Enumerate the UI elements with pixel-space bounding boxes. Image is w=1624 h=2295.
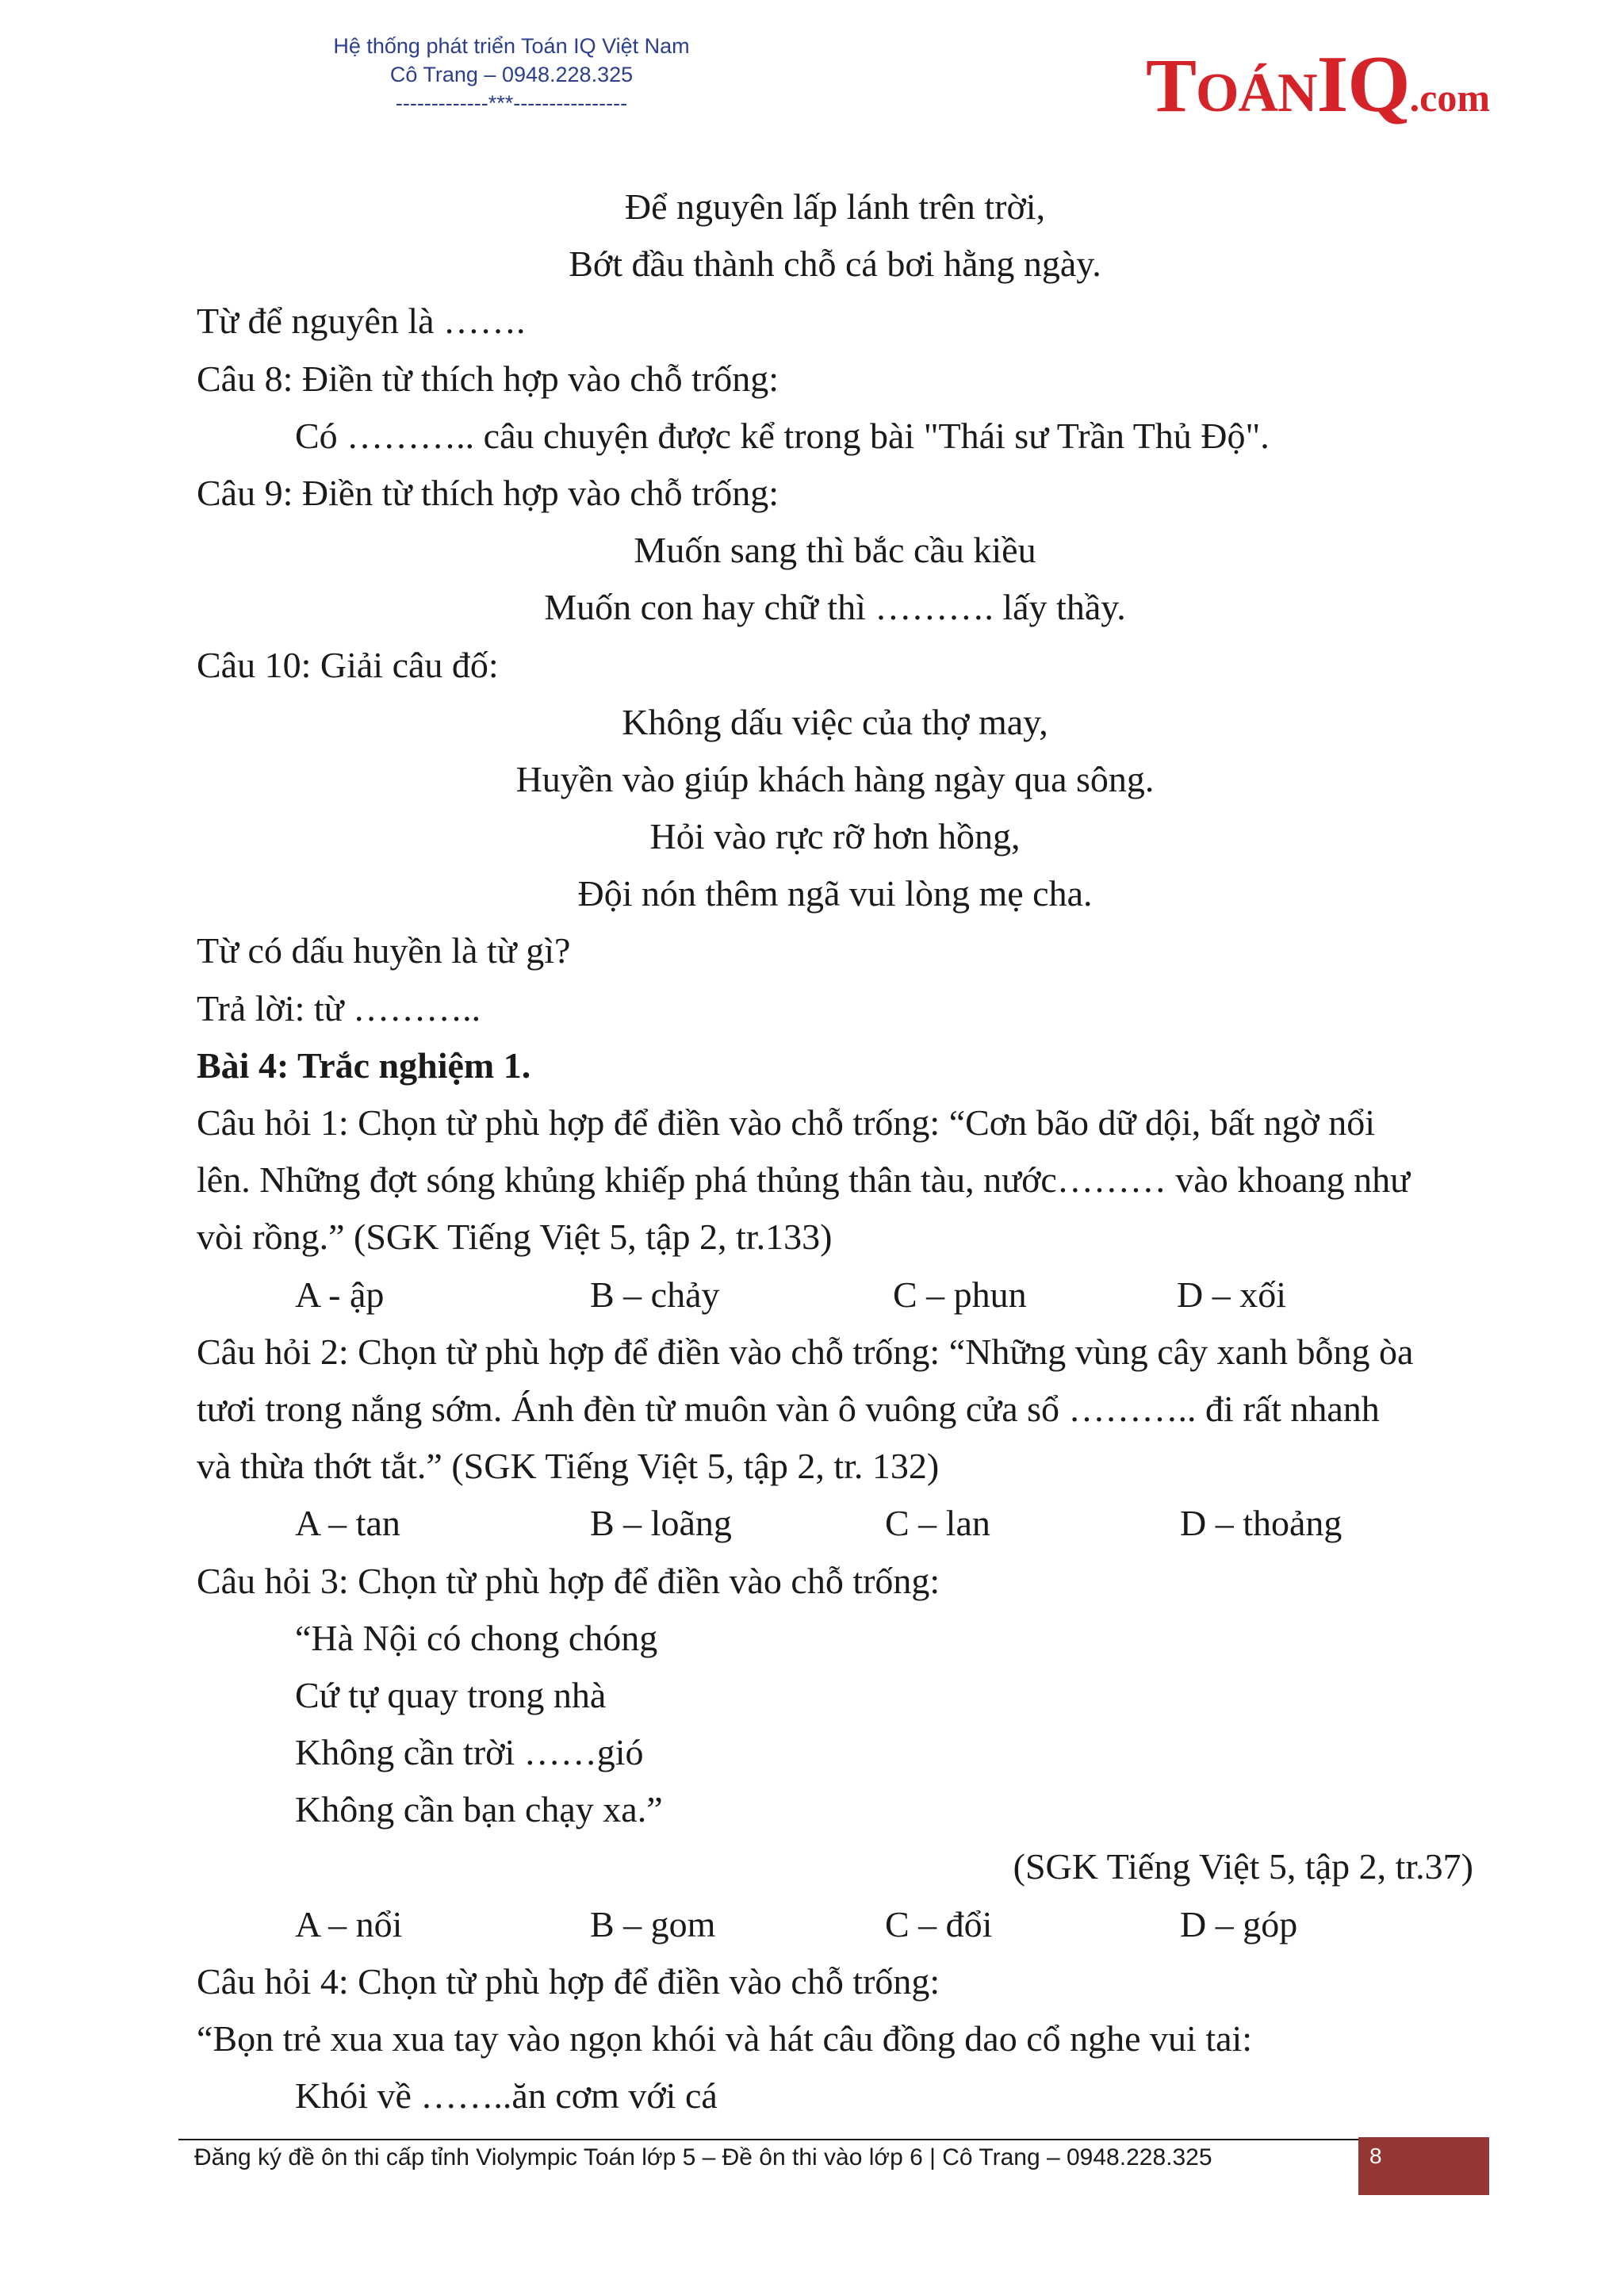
option-b: B – loãng: [590, 1503, 732, 1544]
question-text: Câu hỏi 3: Chọn từ phù hợp để điền vào chỗ trống:: [197, 1560, 940, 1601]
option-c: C – lan: [885, 1503, 990, 1544]
question-text: “Bọn trẻ xua xua tay vào ngọn khói và hát câu đồng dao cổ nghe vui tai:: [197, 2018, 1253, 2059]
poem-line: Cứ tự quay trong nhà: [295, 1674, 607, 1715]
section-title: Bài 4: Trắc nghiệm 1.: [197, 1044, 531, 1086]
logo-com: .com: [1409, 75, 1490, 120]
option-a: A - ập: [295, 1274, 385, 1315]
logo-letter-t: T: [1146, 43, 1197, 128]
logo-letters-oan: OÁN: [1196, 63, 1317, 124]
option-a: A – nổi: [295, 1903, 403, 1944]
option-a: A – tan: [295, 1503, 400, 1544]
poem-line: “Hà Nội có chong chóng: [295, 1617, 658, 1658]
q1-options: [197, 1266, 1473, 1324]
question-text: Câu hỏi 1: Chọn từ phù hợp để điền vào chỗ trống: “Cơn bão dữ dội, bất ngờ nổi: [197, 1102, 1376, 1143]
option-c: C – phun: [893, 1274, 1027, 1315]
riddle-line: Đội nón thêm ngã vui lòng mẹ cha.: [577, 873, 1093, 914]
page-number-box: [1358, 2137, 1489, 2195]
poem-line: Muốn sang thì bắc cầu kiều: [634, 530, 1036, 571]
option-b: B – gom: [590, 1903, 716, 1944]
option-c: C – đổi: [885, 1903, 993, 1944]
poem-line: Không cần trời ……gió: [295, 1732, 644, 1773]
question-text: Từ có dấu huyền là từ gì?: [197, 930, 571, 971]
header-info: [262, 32, 761, 117]
option-d: D – xối: [1177, 1274, 1286, 1315]
question-text: Câu hỏi 4: Chọn từ phù hợp để điền vào chỗ trống:: [197, 1960, 940, 2002]
riddle-line: Huyền vào giúp khách hàng ngày qua sông.: [515, 758, 1155, 799]
toaniq-logo: [1146, 38, 1490, 131]
document-body: [197, 178, 1473, 2125]
citation: (SGK Tiếng Việt 5, tập 2, tr.37): [1013, 1846, 1473, 1887]
option-b: B – chảy: [590, 1274, 720, 1315]
question-text: tươi trong nắng sớm. Ánh đèn từ muôn vàn ô vuông cửa sổ ……….. đi rất nhanh: [197, 1388, 1380, 1429]
question-text: Có ……….. câu chuyện được kể trong bài "Thái sư Trần Thủ Độ".: [295, 415, 1270, 456]
page-number: 8: [1369, 2144, 1382, 2168]
answer-line: Trả lời: từ ………..: [197, 987, 481, 1029]
header-contact: Cô Trang – 0948.228.325: [389, 63, 634, 86]
poem-line: Bớt đầu thành chỗ cá bơi hằng ngày.: [569, 243, 1101, 285]
poem-line: Không cần bạn chạy xa.”: [295, 1789, 663, 1830]
answer-line: Từ để nguyên là …….: [197, 301, 526, 342]
footer-divider: [178, 2139, 1368, 2140]
poem-line: Để nguyên lấp lánh trên trời,: [624, 186, 1046, 227]
q3-options: [197, 1896, 1473, 1953]
poem-line: Muốn con hay chữ thì ………. lấy thầy.: [544, 587, 1126, 628]
question-text: lên. Những đợt sóng khủng khiếp phá thủng thân tàu, nước……… vào khoang như: [197, 1159, 1411, 1201]
question-text: và thừa thớt tắt.” (SGK Tiếng Việt 5, tập 2, tr. 132): [197, 1446, 940, 1487]
question-text: vòi rồng.” (SGK Tiếng Việt 5, tập 2, tr.133): [197, 1216, 833, 1258]
q2-options: [197, 1495, 1473, 1552]
question-heading: Câu 9: Điền từ thích hợp vào chỗ trống:: [197, 472, 779, 513]
logo-iq: IQ: [1316, 40, 1410, 129]
option-d: D – góp: [1180, 1903, 1298, 1944]
question-text: Câu hỏi 2: Chọn từ phù hợp để điền vào chỗ trống: “Những vùng cây xanh bỗng òa: [197, 1331, 1414, 1372]
riddle-line: Hỏi vào rực rỡ hơn hồng,: [649, 816, 1021, 857]
poem-line: Khói về ……..ăn cơm với cá: [295, 2075, 718, 2117]
header-org-name: Hệ thống phát triển Toán IQ Việt Nam: [333, 34, 690, 58]
option-d: D – thoảng: [1180, 1503, 1342, 1544]
riddle-line: Không dấu việc của thợ may,: [622, 701, 1048, 742]
question-heading: Câu 10: Giải câu đố:: [197, 644, 499, 685]
header-divider: -------------***----------------: [395, 91, 628, 115]
footer-text: Đăng ký đề ôn thi cấp tỉnh Violympic Toán lớp 5 – Đề ôn thi vào lớp 6 | Cô Trang – 0948.228.325: [194, 2144, 1212, 2170]
question-heading: Câu 8: Điền từ thích hợp vào chỗ trống:: [197, 358, 779, 399]
